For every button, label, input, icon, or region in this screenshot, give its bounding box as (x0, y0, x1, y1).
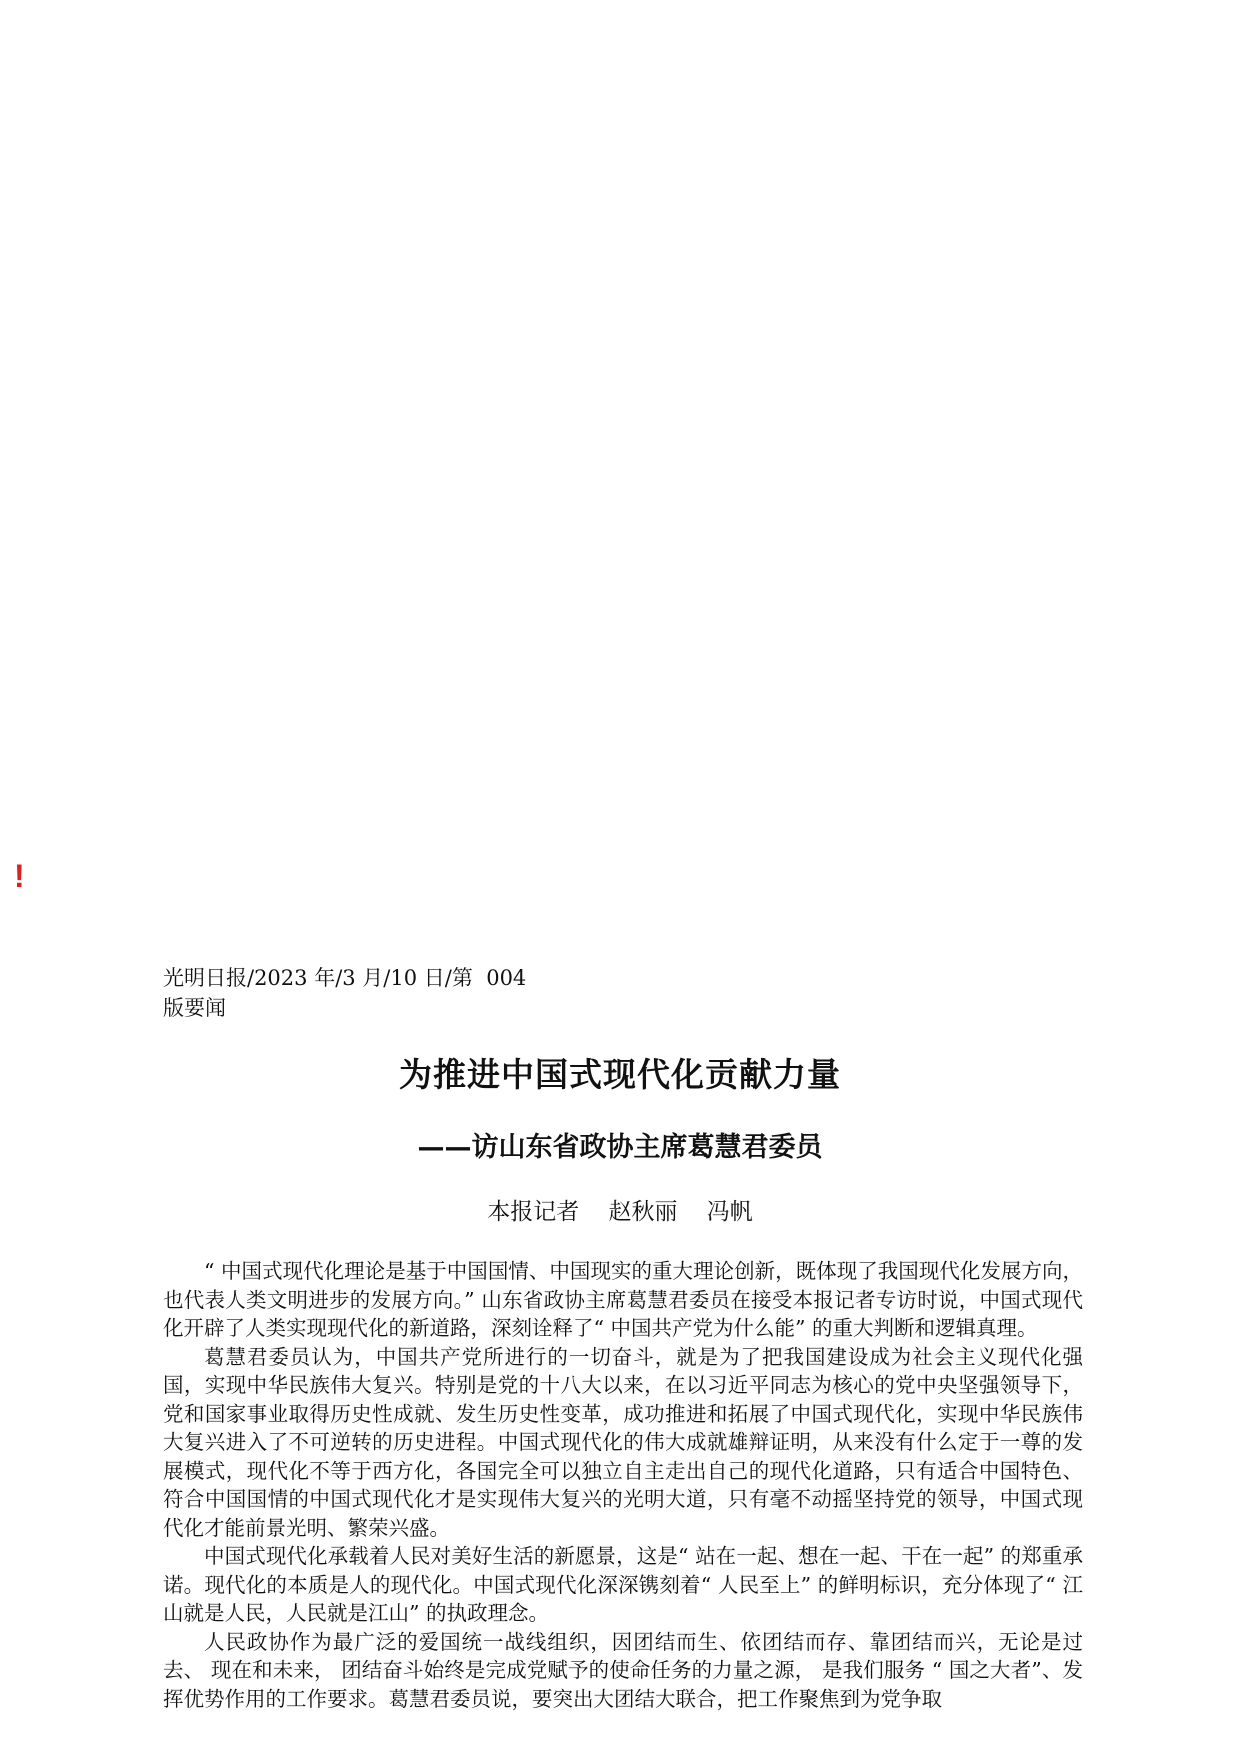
article-title: 为推进中国式现代化贡献力量 (399, 1055, 841, 1094)
source-date-issue: 光明日报/2023 年/3 月/10 日/第 004 (163, 966, 527, 990)
article-subtitle: ——访山东省政协主席葛慧君委员 (417, 1132, 823, 1163)
red-exclamation-mark: ! (14, 858, 25, 894)
article-byline: 本报记者 赵秋丽 冯帆 (487, 1199, 753, 1225)
article-paragraph: 中国式现代化承载着人民对美好生活的新愿景，这是“ 站在一起、想在一起、干在一起” 的郑重承诺。现代化的本质是人的现代化。中国式现代化深深镌刻着“ 人民至上” 的鲜明标识，充分体现了“ 江山就是人民，人民就是江山” 的执政理念。 (163, 1544, 1083, 1625)
article-paragraph: “ 中国式现代化理论是基于中国国情、中国现实的重大理论创新，既体现了我国现代化发展方向，也代表人类文明进步的发展方向。” 山东省政协主席葛慧君委员在接受本报记者专访时说，中国式现代化开辟了人类实现现代化的新道路，深刻诠释了“ 中国共产党为什么能” 的重大判断和逻辑真理。 (163, 1259, 1083, 1340)
article-paragraph: 人民政协作为最广泛的爱国统一战线组织，因团结而生、依团结而存、靠团结而兴，无论是过去、 现在和未来， 团结奋斗始终是完成党赋予的使命任务的力量之源， 是我们服务 “ 国之大者”、发挥优势作用的工作要求。葛慧君委员说，要突出大团结大联合，把工作聚焦到为党争取 (163, 1629, 1083, 1711)
source-line (163, 963, 526, 1023)
article-paragraph: 葛慧君委员认为，中国共产党所进行的一切奋斗，就是为了把我国建设成为社会主义现代化强国，实现中华民族伟大复兴。特别是党的十八大以来，在以习近平同志为核心的党中央坚强领导下，党和国家事业取得历史性成就、发生历史性变革，成功推进和拓展了中国式现代化，实现中华民族伟大复兴进入了不可逆转的历史进程。中国式现代化的伟大成就雄辩证明，从来没有什么定于一尊的发展模式，现代化不等于西方化，各国完全可以独立自主走出自己的现代化道路，只有适合中国特色、符合中国国情的中国式现代化才是实现伟大复兴的光明大道，只有毫不动摇坚持党的领导，中国式现代化才能前景光明、繁荣兴盛。 (163, 1344, 1083, 1540)
source-section: 版要闻 (163, 996, 226, 1020)
article-body (163, 1257, 1083, 1713)
